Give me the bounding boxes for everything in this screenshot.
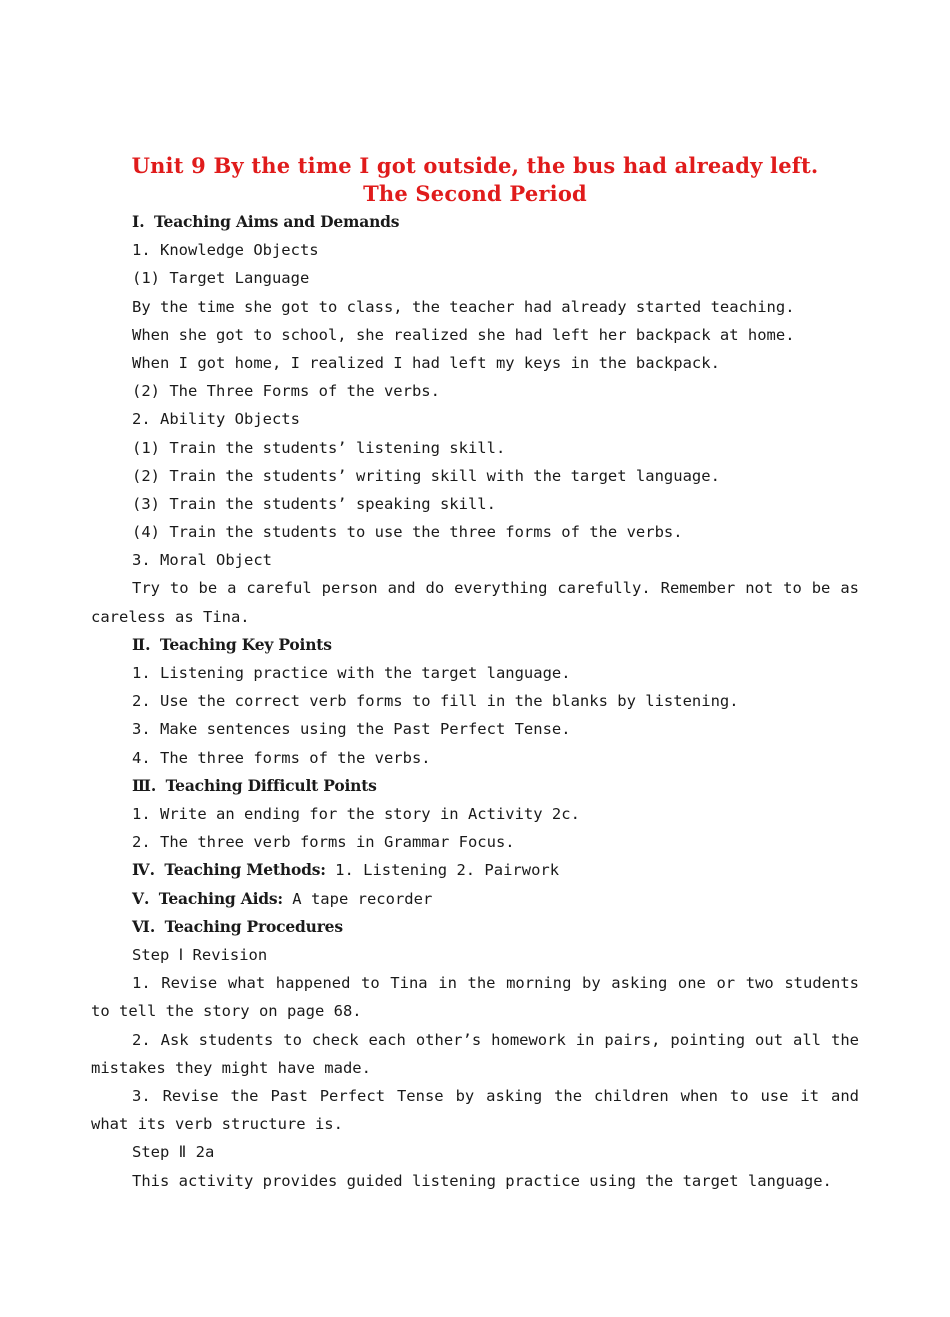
moral-text: Try to be a careful person and do everything carefully. Remember not to be as careless as Tina. [91, 579, 859, 626]
section-heading-aims [91, 208, 859, 236]
step-text: This activity provides guided listening practice using the target language. [132, 1171, 832, 1190]
list-item: 2. Use the correct verb forms to fill in the blanks by listening. [132, 692, 739, 711]
section-inline-text: 1. Listening 2. Pairwork [335, 861, 560, 880]
list-item: When I got home, I realized I had left my keys in the backpack. [132, 353, 720, 372]
moral-object: 3. Moral Object [132, 551, 272, 570]
list-item: 2. The three verb forms in Grammar Focus. [132, 833, 515, 852]
list-item: (3) Train the students’ speaking skill. [132, 494, 496, 513]
section-heading-difficult-points [91, 772, 859, 800]
target-language: (1) Target Language [132, 269, 310, 288]
section-numeral: Ⅵ. [132, 916, 156, 936]
list-item: 1. Listening practice with the target language. [132, 664, 571, 683]
step-item: 2. Ask students to check each other’s homework in pairs, pointing out all the mistakes they might have made. [91, 1030, 859, 1077]
list-item: (2) Train the students’ writing skill with the target language. [132, 466, 720, 485]
section-title: Teaching Methods: [164, 860, 326, 880]
section-inline-text: A tape recorder [292, 889, 433, 908]
section-title: Teaching Aids: [158, 888, 283, 908]
section-heading-key-points [91, 631, 859, 659]
section-heading-procedures [91, 913, 859, 941]
document-body [91, 208, 859, 1195]
section-numeral: Ⅳ. [132, 860, 155, 880]
ability-objects: 2. Ability Objects [132, 410, 300, 429]
list-item: By the time she got to class, the teacher had already started teaching. [132, 297, 795, 316]
three-forms: (2) The Three Forms of the verbs. [132, 382, 440, 401]
section-numeral: Ⅰ. [132, 212, 145, 231]
step-label: Step Ⅱ 2a [132, 1143, 215, 1162]
section-title: Teaching Procedures [164, 916, 343, 936]
document-subtitle: The Second Period [363, 181, 587, 206]
document-title: Unit 9 By the time I got outside, the bus had already left. [131, 153, 819, 178]
step-label: Step Ⅰ Revision [132, 945, 268, 964]
step-item: 3. Revise the Past Perfect Tense by asking the children when to use it and what its verb structure is. [91, 1086, 859, 1134]
list-item: (1) Train the students’ listening skill. [132, 438, 506, 457]
section-numeral: Ⅴ. [132, 888, 150, 908]
list-item: 1. Write an ending for the story in Activity 2c. [132, 804, 580, 823]
knowledge-objects: 1. Knowledge Objects [132, 241, 319, 260]
section-title: Teaching Key Points [159, 634, 332, 654]
section-title: Teaching Difficult Points [165, 775, 377, 795]
list-item: 3. Make sentences using the Past Perfect Tense. [132, 720, 571, 739]
section-numeral: Ⅲ. [132, 775, 157, 795]
list-item: 4. The three forms of the verbs. [132, 748, 431, 767]
section-heading-methods [91, 856, 859, 884]
list-item: When she got to school, she realized she had left her backpack at home. [132, 325, 795, 344]
section-title: Teaching Aims and Demands [154, 212, 400, 231]
list-item: (4) Train the students to use the three forms of the verbs. [132, 523, 683, 542]
section-numeral: Ⅱ. [132, 634, 151, 654]
step-item: 1. Revise what happened to Tina in the morning by asking one or two students to tell the story on page 68. [91, 974, 859, 1021]
section-heading-aids [91, 885, 859, 913]
